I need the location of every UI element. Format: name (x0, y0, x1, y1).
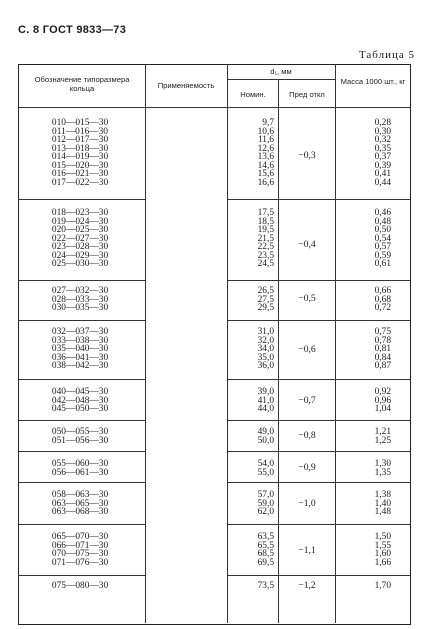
d1-subheader-rule (227, 79, 335, 80)
group-1-tolerance: −0,3 (298, 150, 316, 161)
group-2-tolerance: −0,4 (298, 239, 316, 250)
group-rule-6b (227, 451, 410, 452)
group-10-tolerance: −1,2 (298, 580, 316, 591)
group-3-tolerance: −0,5 (298, 293, 316, 304)
group-10-codes: 075—080—30 (51, 581, 109, 591)
group-rule-8 (18, 524, 146, 525)
group-9-masses: 1,50 1,55 1,60 1,66 (374, 532, 391, 568)
group-rule-9b (227, 575, 410, 576)
group-3-nominals: 26,5 27,5 29,5 (257, 286, 274, 313)
group-3-codes: 027—032—30 028—033—30 030—035—30 (51, 286, 109, 313)
group-6-nominals: 49,0 50,0 (257, 427, 274, 446)
group-rule-5 (18, 420, 146, 421)
group-8-tolerance: −1,0 (298, 498, 316, 509)
group-7-tolerance: −0,9 (298, 462, 316, 473)
group-4-masses: 0,75 0,78 0,81 0,84 0,87 (374, 327, 391, 371)
header-mass: Масса 1000 шт., кг (340, 77, 406, 86)
header-nominal: Номин. (240, 90, 266, 99)
group-2-codes: 018—023—30 019—024—30 020—025—30 022—027—30 023—028—30 024—029—30 025—030—30 (51, 208, 109, 269)
group-rule-9 (18, 575, 146, 576)
col-rule-nominal (278, 79, 279, 623)
group-rule-7 (18, 482, 146, 483)
group-1-codes: 010—015—30 011—016—30 012—017—30 013—018—30 014—019—30 015—020—30 016—021—30 017—022—30 (51, 118, 109, 188)
page-header: С. 8 ГОСТ 9833—73 (18, 24, 127, 36)
group-rule-2b (227, 280, 410, 281)
group-7-masses: 1,30 1,35 (374, 459, 391, 478)
header-d1: d₁, мм (270, 67, 292, 76)
group-4-nominals: 31,0 32,0 34,0 35,0 36,0 (257, 327, 274, 371)
group-2-masses: 0,46 0,48 0,50 0,54 0,57 0,59 0,61 (374, 208, 391, 269)
group-10-masses: 1,70 (374, 581, 391, 591)
group-5-codes: 040—045—30 042—048—30 045—050—30 (51, 387, 109, 414)
header-tolerance: Пред откл (289, 90, 325, 99)
group-9-tolerance: −1,1 (298, 545, 316, 556)
group-9-nominals: 63,5 65,5 68,5 69,5 (257, 532, 274, 568)
group-rule-4b (227, 379, 410, 380)
group-rule-3 (18, 320, 146, 321)
col-rule-applicability (227, 64, 228, 623)
group-rule-1 (18, 199, 146, 200)
group-5-nominals: 39,0 41,0 44,0 (257, 387, 274, 414)
group-5-tolerance: −0,7 (298, 395, 316, 406)
table-caption: Таблица 5 (358, 49, 415, 61)
group-2-nominals: 17,5 18,5 19,5 21,5 22,5 23,5 24,5 (257, 208, 274, 269)
group-rule-3b (227, 320, 410, 321)
group-8-nominals: 57,0 59,0 62,0 (257, 490, 274, 517)
group-rule-1b (227, 199, 410, 200)
group-6-masses: 1,21 1,25 (374, 427, 391, 446)
group-5-masses: 0,92 0,96 1,04 (374, 387, 391, 414)
group-9-codes: 065—070—30 066—071—30 070—075—30 071—076—30 (51, 532, 109, 568)
group-rule-7b (227, 482, 410, 483)
group-3-masses: 0,66 0,68 0,72 (374, 286, 391, 313)
group-rule-5b (227, 420, 410, 421)
header-applicability: Применяемость (157, 81, 215, 90)
group-1-nominals: 9,7 10,6 11,6 12,6 13,6 14,6 15,6 16,6 (257, 118, 274, 188)
group-1-masses: 0,28 0,30 0,32 0,35 0,37 0,39 0,41 0,44 (374, 118, 391, 188)
group-rule-4 (18, 379, 146, 380)
col-rule-tolerance (335, 64, 336, 623)
group-rule-8b (227, 524, 410, 525)
group-4-tolerance: −0,6 (298, 344, 316, 355)
group-8-codes: 058—063—30 063—065—30 063—068—30 (51, 490, 109, 517)
group-rule-2 (18, 280, 146, 281)
group-6-codes: 050—055—30 051—056—30 (51, 427, 109, 446)
group-10-nominals: 73,5 (257, 581, 274, 591)
group-8-masses: 1,38 1,40 1,48 (374, 490, 391, 517)
header-designation: Обозначение типоразмера кольца (34, 75, 130, 93)
group-7-nominals: 54,0 55,0 (257, 459, 274, 478)
group-rule-6 (18, 451, 146, 452)
header-bottom-rule (18, 107, 410, 108)
group-7-codes: 055—060—30 056—061—30 (51, 459, 109, 478)
group-4-codes: 032—037—30 033—038—30 035—040—30 036—041—30 038—042—30 (51, 327, 109, 371)
col-rule-designation (145, 64, 146, 623)
group-6-tolerance: −0,8 (298, 430, 316, 441)
